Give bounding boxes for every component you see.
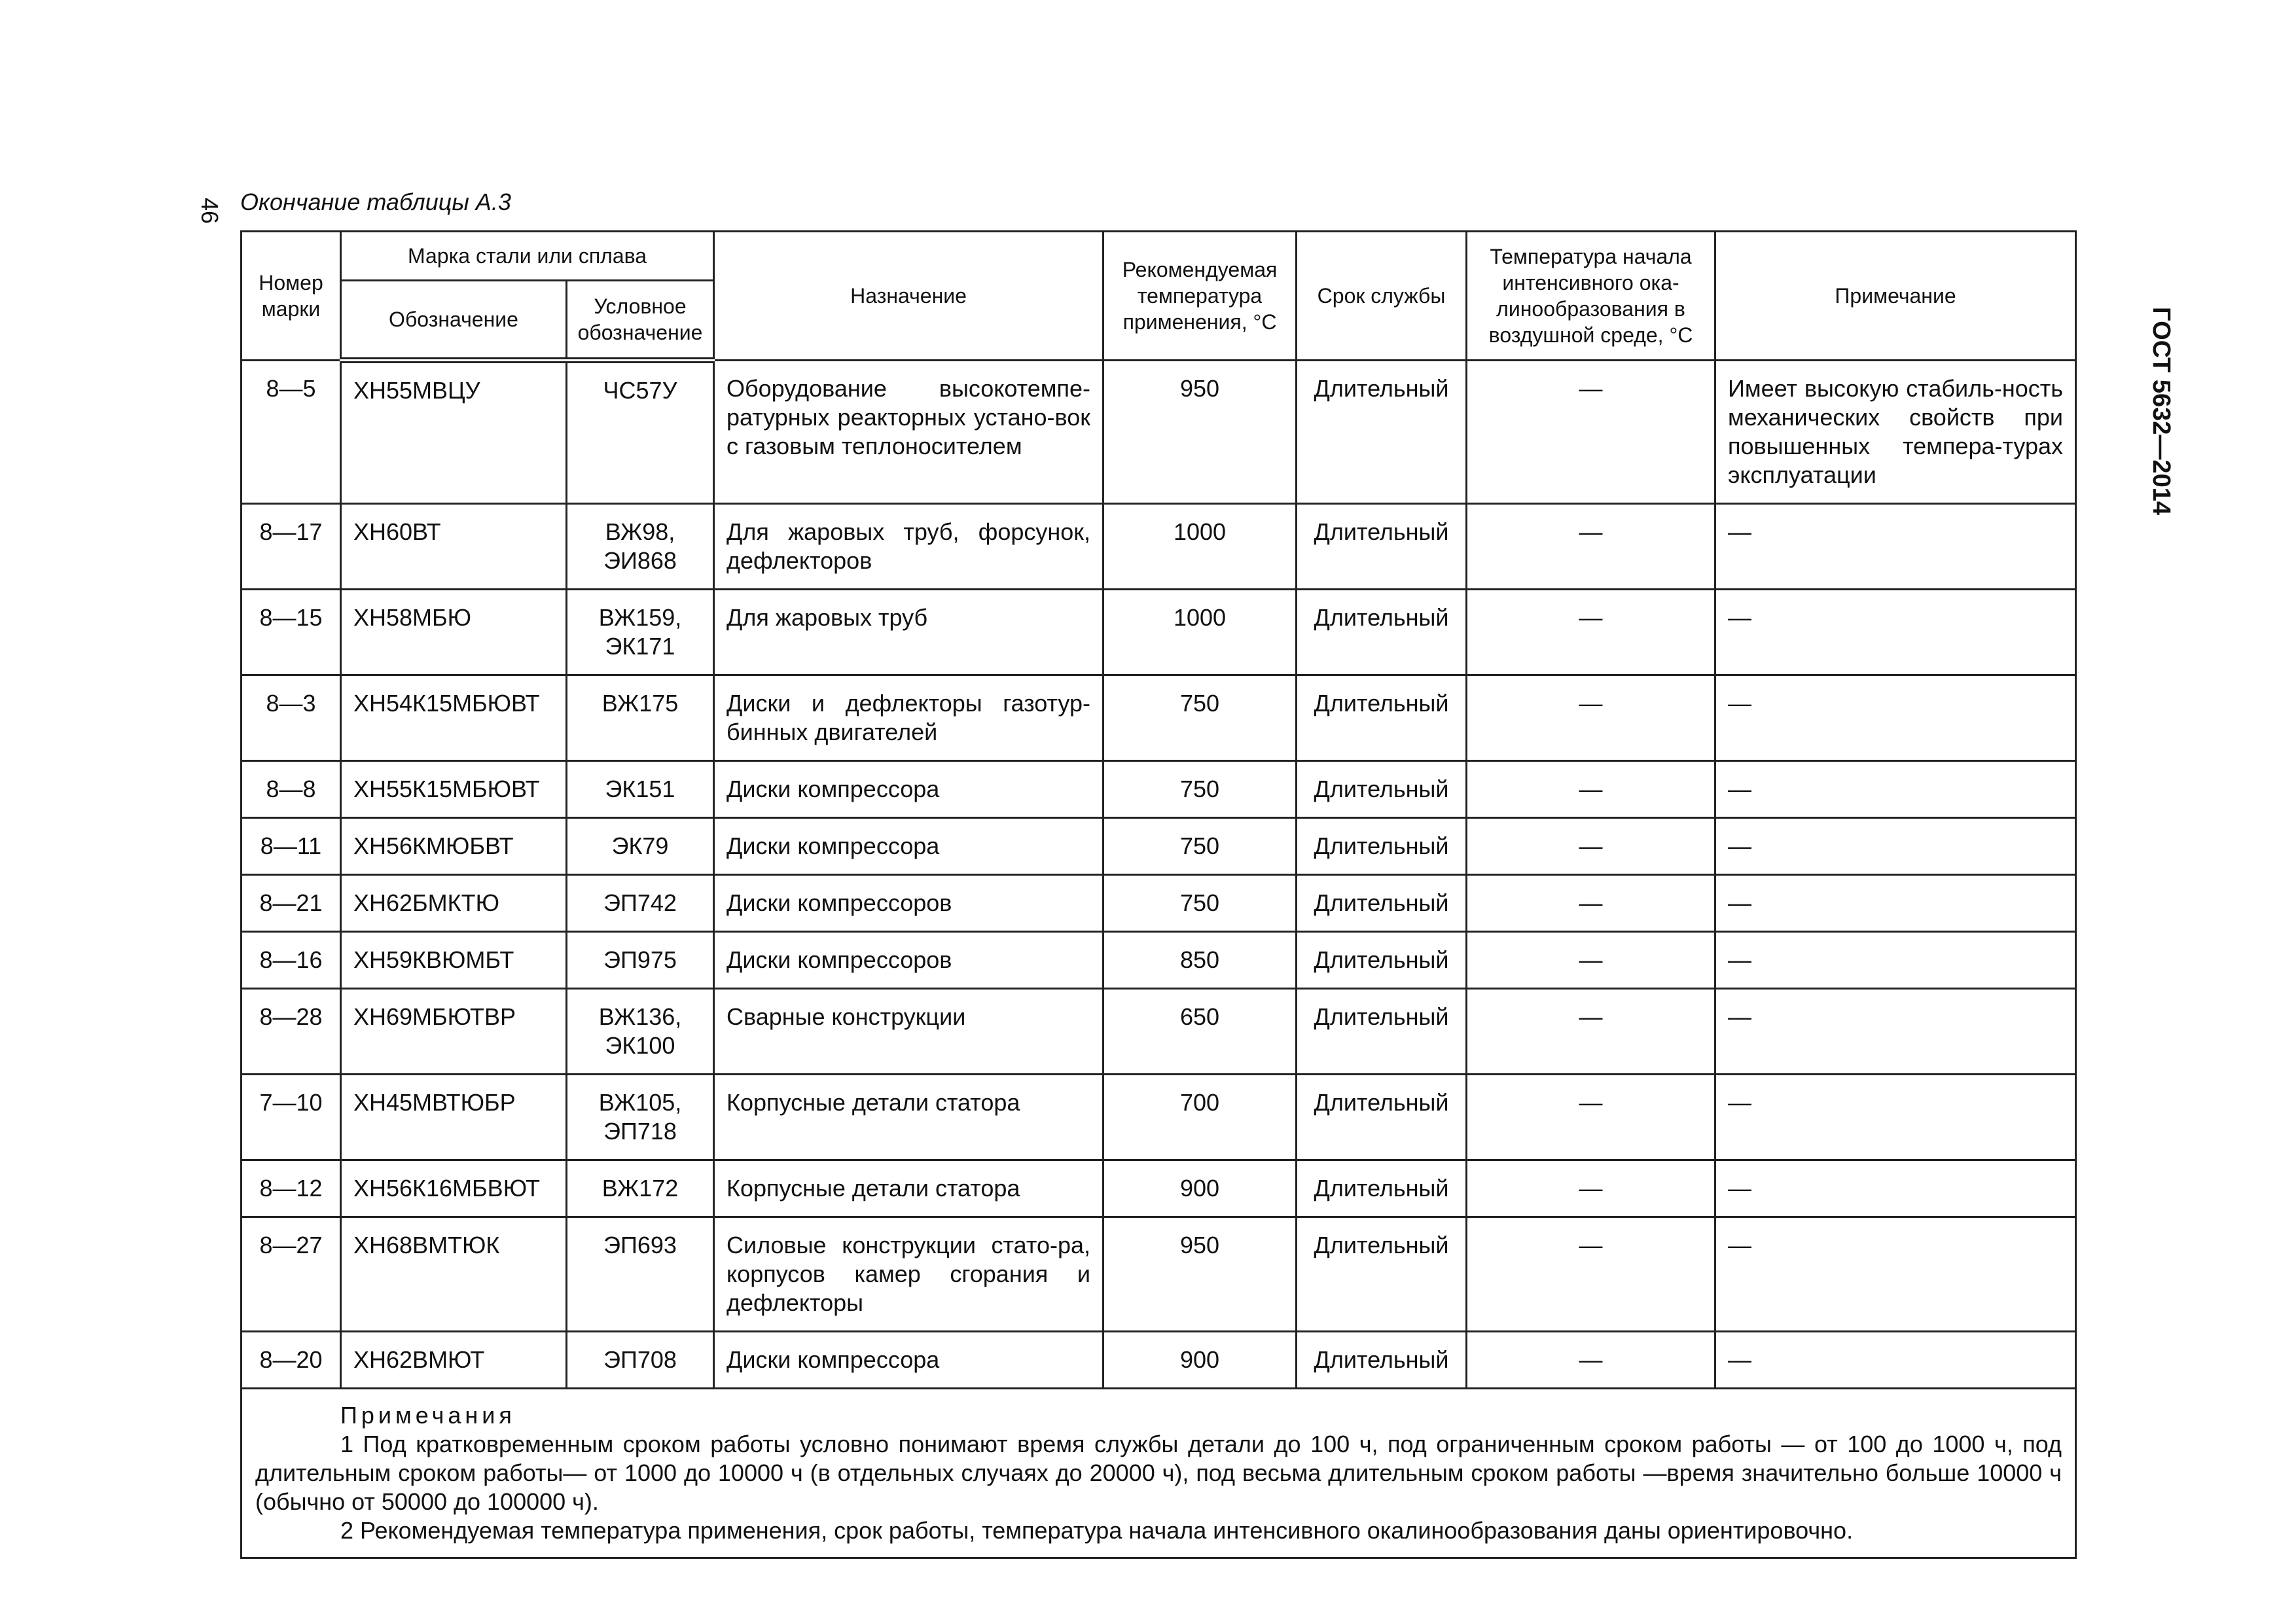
cell-purpose: Диски компрессора [714,818,1103,875]
header-scale-temp: Температура начала интенсивного ока-линообразования в воздушной среде, °С [1467,232,1715,361]
cell-note: — [1715,1332,2076,1389]
header-temperature: Рекомендуемая температура применения, °С [1103,232,1297,361]
cell-note: — [1715,932,2076,989]
cell-scale-temp: — [1467,1332,1715,1389]
cell-scale-temp: — [1467,1217,1715,1332]
cell-conventional: ЭП708 [567,1332,714,1389]
table-row [242,675,2076,761]
cell-note: Имеет высокую стабиль-ность механических свойств при повышенных темпера-турах эксплуатации [1715,361,2076,504]
cell-num: 8—3 [242,675,341,761]
cell-scale-temp: — [1467,361,1715,504]
cell-temperature: 700 [1103,1075,1297,1160]
header-num: Номер марки [242,232,341,361]
cell-designation: ХН60ВТ [341,504,567,590]
cell-num: 8—28 [242,989,341,1075]
cell-conventional: ЭП975 [567,932,714,989]
cell-num: 8—11 [242,818,341,875]
note-item: 1 Под кратковременным сроком работы условно понимают время службы детали до 100 ч, под ограниченным сроком работы — от 100 до 1000 ч, под длительным сроком работы— от 1000 до 10000 ч (в отдельных случаях до 20000 ч), под весьма длительным сроком работы —время значительно больше 10000 ч (обычно от 50000 до 100000 ч). [255,1431,2062,1515]
cell-num: 8—12 [242,1160,341,1217]
cell-scale-temp: — [1467,1160,1715,1217]
cell-scale-temp: — [1467,989,1715,1075]
table-row [242,1075,2076,1160]
cell-designation: ХН69МБЮТВР [341,989,567,1075]
cell-conventional: ЭП742 [567,875,714,932]
cell-temperature: 750 [1103,761,1297,818]
cell-note: — [1715,504,2076,590]
cell-scale-temp: — [1467,504,1715,590]
cell-designation: ХН55К15МБЮВТ [341,761,567,818]
cell-purpose: Для жаровых труб [714,590,1103,675]
cell-purpose: Корпусные детали статора [714,1160,1103,1217]
cell-service: Длительный [1297,989,1467,1075]
table-row [242,1332,2076,1389]
cell-num: 7—10 [242,1075,341,1160]
cell-conventional: ВЖ98, ЭИ868 [567,504,714,590]
table-row [242,761,2076,818]
cell-num: 8—15 [242,590,341,675]
cell-service: Длительный [1297,1160,1467,1217]
cell-note: — [1715,1160,2076,1217]
cell-service: Длительный [1297,875,1467,932]
notes-title: Примечания [340,1402,516,1429]
header-note: Примечание [1715,232,2076,361]
cell-temperature: 750 [1103,675,1297,761]
cell-purpose: Сварные конструкции [714,989,1103,1075]
cell-conventional: ЭК79 [567,818,714,875]
steel-grades-table [240,230,2077,1559]
cell-note: — [1715,590,2076,675]
cell-num: 8—20 [242,1332,341,1389]
cell-purpose: Для жаровых труб, форсунок, дефлекторов [714,504,1103,590]
cell-purpose: Диски компрессора [714,761,1103,818]
cell-purpose: Силовые конструкции стато-ра, корпусов камер сгорания и дефлекторы [714,1217,1103,1332]
cell-conventional: ЧС57У [567,361,714,504]
cell-designation: ХН54К15МБЮВТ [341,675,567,761]
cell-purpose: Диски и дефлекторы газотур-бинных двигателей [714,675,1103,761]
table-row [242,875,2076,932]
cell-service: Длительный [1297,361,1467,504]
cell-num: 8—27 [242,1217,341,1332]
cell-scale-temp: — [1467,932,1715,989]
cell-num: 8—5 [242,361,341,504]
cell-note: — [1715,875,2076,932]
cell-designation: ХН45МВТЮБР [341,1075,567,1160]
cell-temperature: 950 [1103,1217,1297,1332]
page-number: 46 [196,197,223,224]
cell-designation: ХН55МВЦУ [341,361,567,504]
cell-designation: ХН62ВМЮТ [341,1332,567,1389]
cell-conventional: ВЖ172 [567,1160,714,1217]
table-row [242,1160,2076,1217]
cell-num: 8—16 [242,932,341,989]
cell-num: 8—8 [242,761,341,818]
cell-conventional: ВЖ159, ЭК171 [567,590,714,675]
cell-num: 8—17 [242,504,341,590]
cell-temperature: 750 [1103,875,1297,932]
cell-note: — [1715,675,2076,761]
cell-conventional: ВЖ175 [567,675,714,761]
cell-temperature: 750 [1103,818,1297,875]
cell-purpose: Диски компрессоров [714,875,1103,932]
cell-temperature: 650 [1103,989,1297,1075]
cell-note: — [1715,1075,2076,1160]
table-row [242,590,2076,675]
cell-service: Длительный [1297,818,1467,875]
cell-purpose: Диски компрессоров [714,932,1103,989]
cell-designation: ХН59КВЮМБТ [341,932,567,989]
header-conventional: Условное обозначение [567,281,714,361]
header-grade-group: Марка стали или сплава [341,232,714,281]
header-purpose: Назначение [714,232,1103,361]
cell-scale-temp: — [1467,590,1715,675]
cell-note: — [1715,818,2076,875]
table-row [242,504,2076,590]
table-caption: Окончание таблицы А.3 [240,188,511,215]
cell-conventional: ВЖ136, ЭК100 [567,989,714,1075]
cell-temperature: 900 [1103,1332,1297,1389]
cell-designation: ХН56КМЮБВТ [341,818,567,875]
table-row [242,361,2076,504]
cell-temperature: 1000 [1103,504,1297,590]
cell-conventional: ЭП693 [567,1217,714,1332]
cell-service: Длительный [1297,761,1467,818]
cell-scale-temp: — [1467,875,1715,932]
note-item: 2 Рекомендуемая температура применения, срок работы, температура начала интенсивного окалинообразования даны ориентировочно. [340,1517,1854,1544]
cell-service: Длительный [1297,1217,1467,1332]
table-row [242,818,2076,875]
cell-temperature: 900 [1103,1160,1297,1217]
cell-note: — [1715,1217,2076,1332]
cell-service: Длительный [1297,675,1467,761]
table-row [242,1217,2076,1332]
cell-scale-temp: — [1467,818,1715,875]
table-row [242,932,2076,989]
notes-block [242,1389,2076,1558]
cell-designation: ХН58МБЮ [341,590,567,675]
table-row [242,989,2076,1075]
cell-designation: ХН68ВМТЮК [341,1217,567,1332]
cell-scale-temp: — [1467,761,1715,818]
cell-service: Длительный [1297,590,1467,675]
header-designation: Обозначение [341,281,567,361]
cell-temperature: 950 [1103,361,1297,504]
standard-label: ГОСТ 5632—2014 [2147,307,2175,515]
cell-purpose: Корпусные детали статора [714,1075,1103,1160]
cell-designation: ХН56К16МБВЮТ [341,1160,567,1217]
cell-designation: ХН62БМКТЮ [341,875,567,932]
cell-note: — [1715,989,2076,1075]
cell-conventional: ВЖ105, ЭП718 [567,1075,714,1160]
cell-purpose: Диски компрессора [714,1332,1103,1389]
cell-service: Длительный [1297,1075,1467,1160]
cell-num: 8—21 [242,875,341,932]
cell-temperature: 1000 [1103,590,1297,675]
cell-purpose: Оборудование высокотемпе-ратурных реакторных устано-вок с газовым теплоносителем [714,361,1103,504]
cell-temperature: 850 [1103,932,1297,989]
cell-service: Длительный [1297,1332,1467,1389]
cell-service: Длительный [1297,504,1467,590]
cell-scale-temp: — [1467,675,1715,761]
header-service: Срок службы [1297,232,1467,361]
cell-service: Длительный [1297,932,1467,989]
cell-scale-temp: — [1467,1075,1715,1160]
cell-conventional: ЭК151 [567,761,714,818]
cell-note: — [1715,761,2076,818]
